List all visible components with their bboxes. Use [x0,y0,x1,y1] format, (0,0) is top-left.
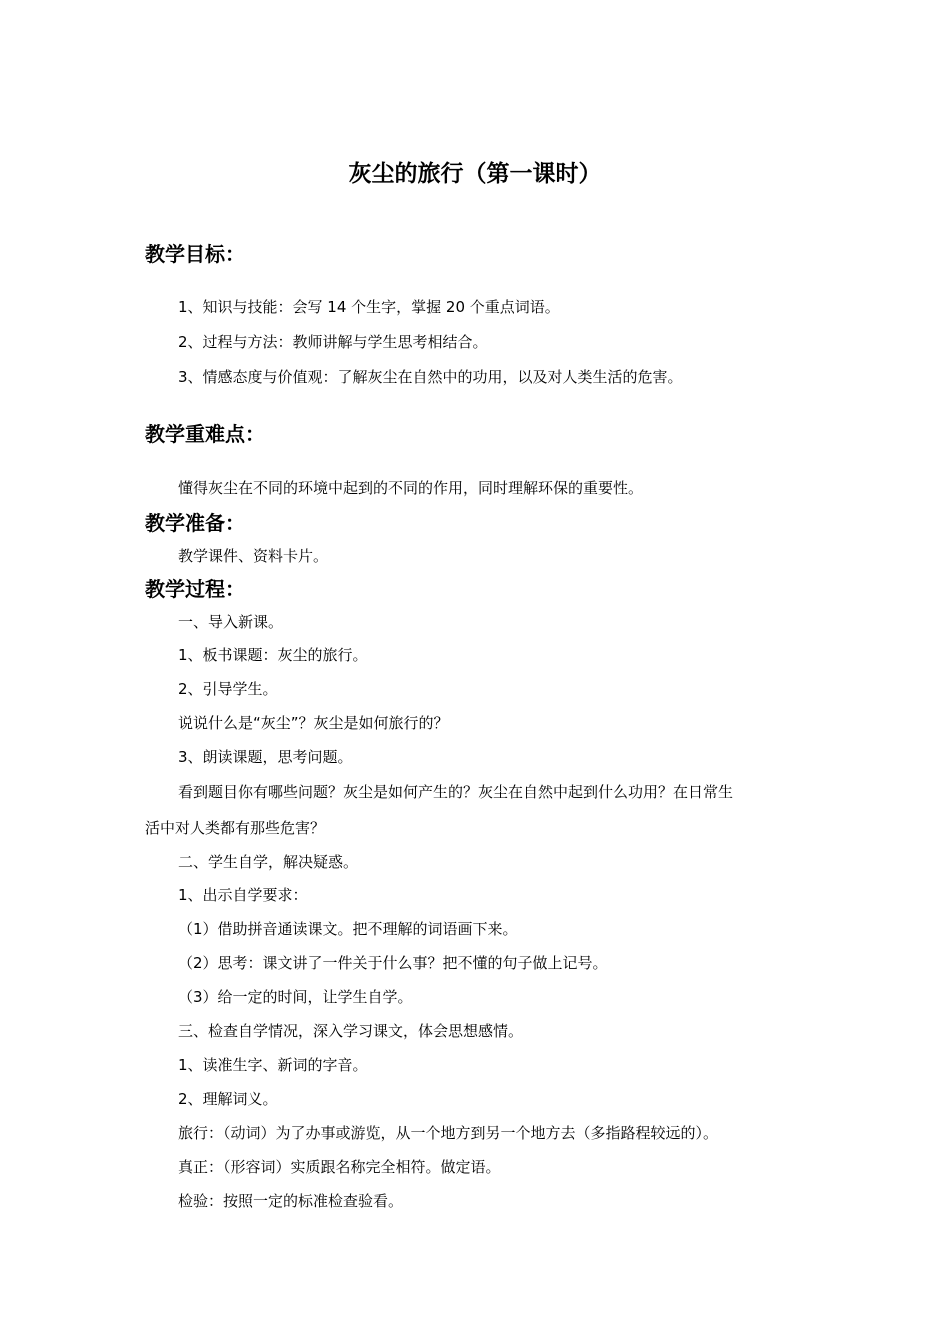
heading-objectives: 教学目标： [145,242,245,266]
objective-item: 3、情感态度与价值观：了解灰尘在自然中的功用，以及对人类生活的危害。 [178,368,683,386]
heading-process: 教学过程： [145,577,245,601]
document-title: 灰尘的旅行（第一课时） [348,161,602,187]
process-line: 一、导入新课。 [178,613,284,631]
process-line: 2、引导学生。 [178,680,278,698]
heading-preparation: 教学准备： [145,511,245,535]
process-line: 二、学生自学，解决疑惑。 [178,853,359,871]
heading-key-points: 教学重难点： [145,422,265,446]
process-line: （1）借助拼音通读课文。把不理解的词语画下来。 [178,920,518,938]
key-points-text: 懂得灰尘在不同的环境中起到的不同的作用，同时理解环保的重要性。 [178,479,644,497]
process-line: 三、检查自学情况，深入学习课文，体会思想感情。 [178,1022,524,1040]
process-line: 说说什么是“灰尘”？灰尘是如何旅行的？ [178,714,449,732]
process-line: 1、读准生字、新词的字音。 [178,1056,368,1074]
preparation-text: 教学课件、资料卡片。 [178,547,329,565]
process-line: 真正：（形容词）实质跟名称完全相符。做定语。 [178,1158,501,1176]
process-line: 旅行：（动词）为了办事或游览，从一个地方到另一个地方去（多指路程较远的）。 [178,1124,719,1142]
process-line: （3）给一定的时间，让学生自学。 [178,988,413,1006]
process-line: 1、板书课题：灰尘的旅行。 [178,646,368,664]
process-line: 1、出示自学要求： [178,886,308,904]
process-line-continued: 活中对人类都有那些危害？ [145,819,326,837]
process-line: 2、理解词义。 [178,1090,278,1108]
process-line: 看到题目你有哪些问题？灰尘是如何产生的？灰尘在自然中起到什么功用？在日常生 [178,783,734,801]
process-line: 3、朗读课题，思考问题。 [178,748,353,766]
objective-item: 2、过程与方法：教师讲解与学生思考相结合。 [178,333,488,351]
objective-item: 1、知识与技能：会写 14 个生字，掌握 20 个重点词语。 [178,298,560,316]
process-line: 检验：按照一定的标准检查验看。 [178,1192,404,1210]
process-line: （2）思考：课文讲了一件关于什么事？把不懂的句子做上记号。 [178,954,608,972]
